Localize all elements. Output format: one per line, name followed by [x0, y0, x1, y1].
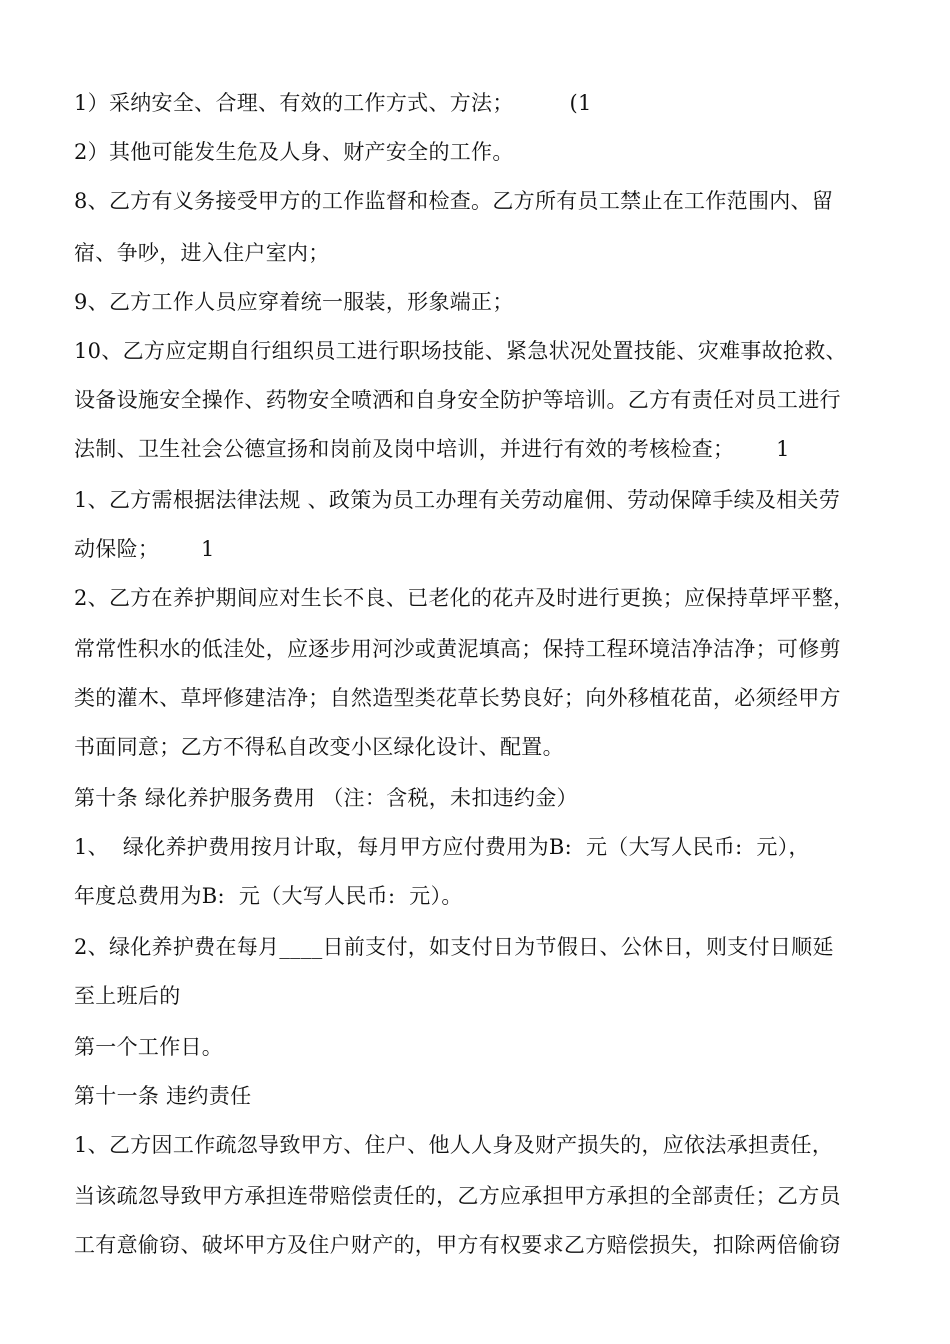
- text-line: 第一个工作日。: [74, 1035, 224, 1059]
- text-line: 类的灌木、草坪修建洁净；自然造型类花草长势良好；向外移植花苗，必须经甲方: [74, 686, 841, 710]
- text-line: 1）采纳安全、合理、有效的工作方式、方法； (1: [74, 91, 592, 115]
- text-line: 2、乙方在养护期间应对生长不良、已老化的花卉及时进行更换；应保持草坪平整，: [74, 586, 855, 610]
- text-line: 10、乙方应定期自行组织员工进行职场技能、紧急状况处置技能、灾难事故抢救、: [74, 339, 847, 363]
- text-line: 1、乙方需根据法律法规 、政策为员工办理有关劳动雇佣、劳动保障手续及相关劳: [74, 488, 841, 512]
- text-line: 法制、卫生社会公德宣扬和岗前及岗中培训，并进行有效的考核检查； 1: [74, 437, 790, 461]
- text-line: 1、乙方因工作疏忽导致甲方、住户、他人人身及财产损失的，应依法承担责任，: [74, 1133, 834, 1157]
- text-line: 书面同意；乙方不得私自改变小区绿化设计、配置。: [74, 735, 564, 759]
- text-line: 设备设施安全操作、药物安全喷洒和自身安全防护等培训。乙方有责任对员工进行: [74, 388, 841, 412]
- text-line: 宿、争吵，进入住户室内；: [74, 241, 330, 265]
- text-line: 至上班后的: [74, 984, 181, 1008]
- text-line: 年度总费用为B: 元（大写人民币: 元）。: [74, 884, 463, 908]
- text-line: 常常性积水的低洼处，应逐步用河沙或黄泥填高；保持工程环境洁净洁净；可修剪: [74, 637, 841, 661]
- text-line: 动保险； 1: [74, 537, 215, 561]
- text-line: 工有意偷窃、破坏甲方及住户财产的，甲方有权要求乙方赔偿损失，扣除两倍偷窃: [74, 1233, 841, 1257]
- text-line: 8、乙方有义务接受甲方的工作监督和检查。乙方所有员工禁止在工作范围内、留: [74, 189, 834, 213]
- section-heading: 第十一条 违约责任: [74, 1084, 252, 1108]
- text-line: 2）其他可能发生危及人身、财产安全的工作。: [74, 140, 514, 164]
- section-heading: 第十条 绿化养护服务费用 （注：含税，未扣违约金）: [74, 786, 578, 810]
- text-line: 1、 绿化养护费用按月计取，每月甲方应付费用为B: 元（大写人民币: 元），: [74, 835, 810, 859]
- text-line: 9、乙方工作人员应穿着统一服装，形象端正；: [74, 290, 514, 314]
- text-line: 当该疏忽导致甲方承担连带赔偿责任的，乙方应承担甲方承担的全部责任；乙方员: [74, 1184, 841, 1208]
- text-line: 2、绿化养护费在每月____日前支付，如支付日为节假日、公休日，则支付日顺延: [74, 935, 834, 959]
